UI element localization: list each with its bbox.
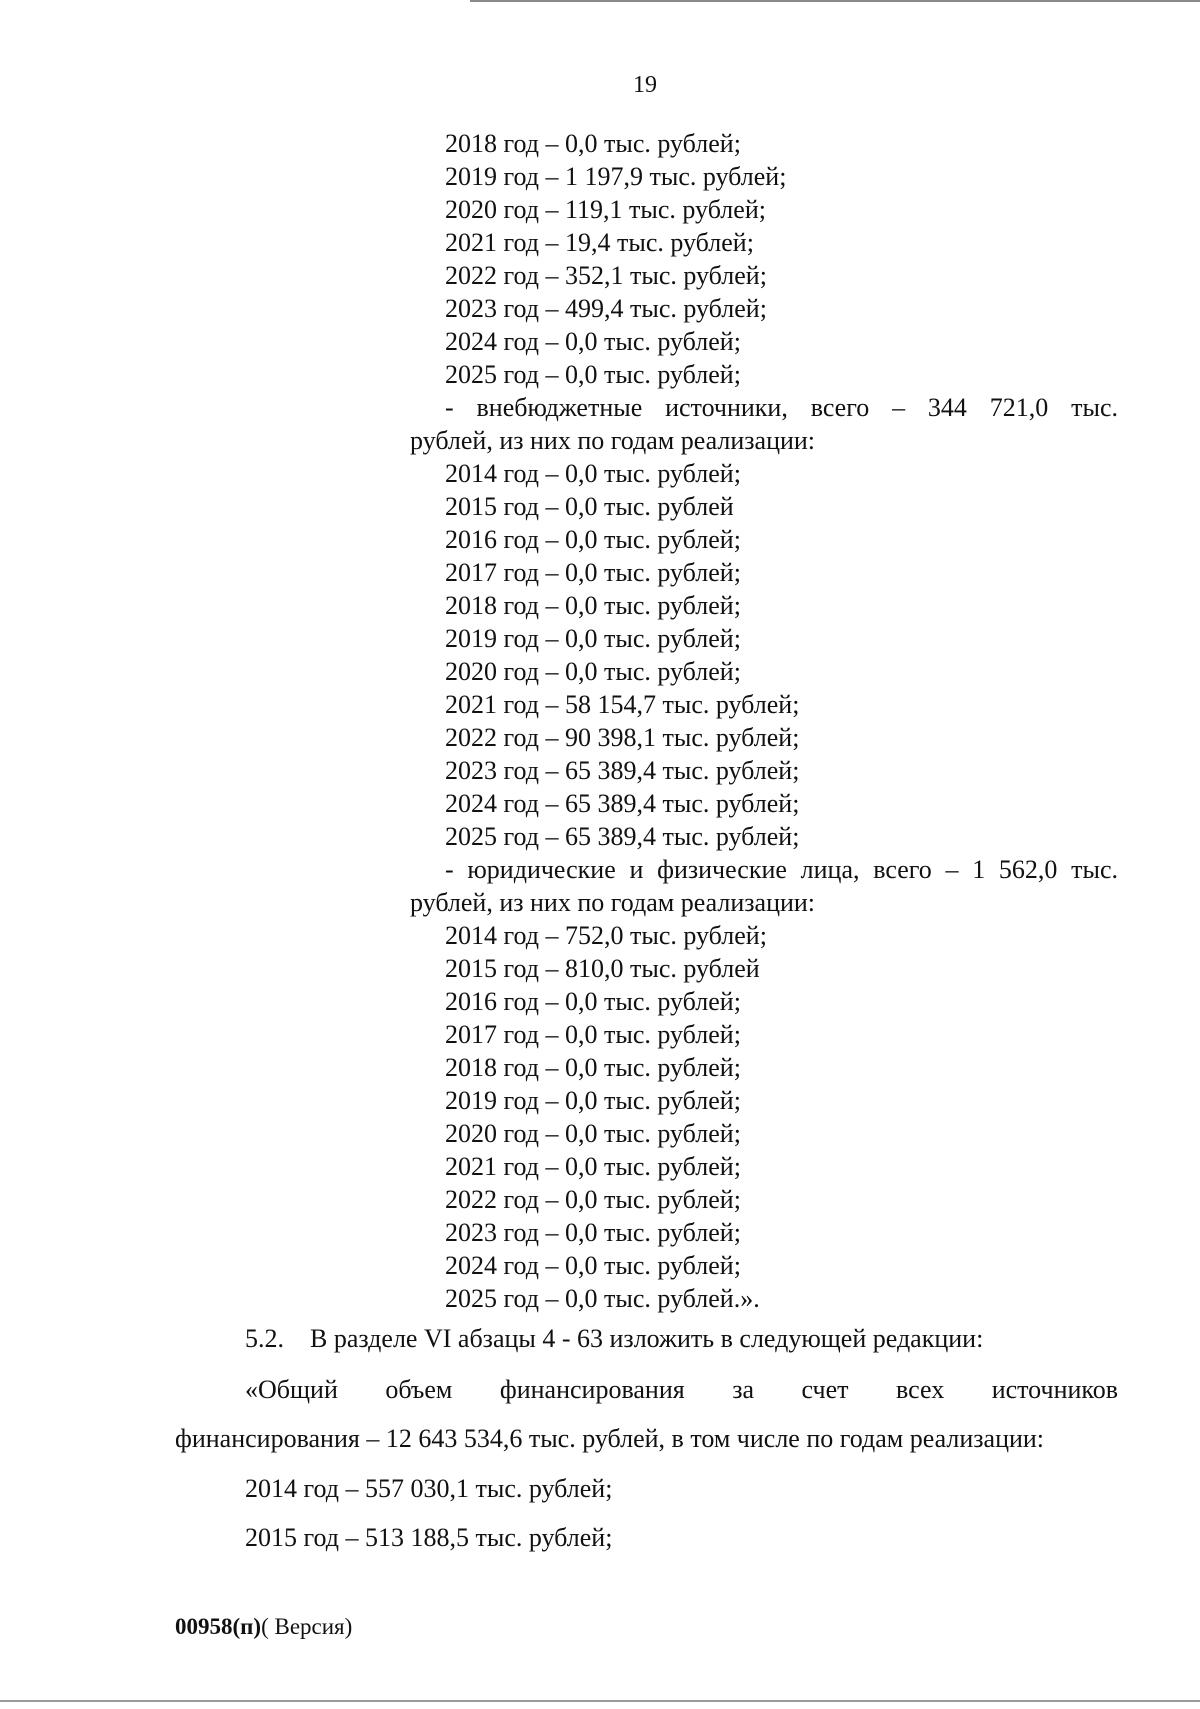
list-item: 2021 год – 58 154,7 тыс. рублей; — [445, 690, 800, 719]
list-item: 2025 год – 0,0 тыс. рублей.». — [445, 1284, 760, 1313]
legal-entities-heading: - юридические и физические лица, всего – 1 562,0 тыс. — [445, 855, 1118, 884]
list-item: 2018 год – 0,0 тыс. рублей; — [445, 1053, 741, 1082]
page-number: 19 — [633, 72, 657, 98]
list-item: 2021 год – 0,0 тыс. рублей; — [445, 1152, 741, 1181]
list-item: 2022 год – 352,1 тыс. рублей; — [445, 261, 767, 290]
list-item: 2023 год – 65 389,4 тыс. рублей; — [445, 756, 800, 785]
extrabudget-heading: - внебюджетные источники, всего – 344 721,0 тыс. — [445, 393, 1118, 422]
list-item: 2021 год – 19,4 тыс. рублей; — [445, 228, 754, 257]
list-item: 2014 год – 557 030,1 тыс. рублей; — [245, 1474, 613, 1503]
list-item: 2023 год – 0,0 тыс. рублей; — [445, 1218, 741, 1247]
scan-edge-top — [470, 0, 1200, 2]
list-item: 2020 год – 119,1 тыс. рублей; — [445, 195, 766, 224]
footer — [175, 1613, 352, 1641]
list-item: 2017 год – 0,0 тыс. рублей; — [445, 558, 741, 587]
section-5-2: 5.2. В разделе VI абзацы 4 - 63 изложить в следующей редакции: — [245, 1324, 984, 1353]
list-item: 2020 год – 0,0 тыс. рублей; — [445, 657, 741, 686]
total-financing-cont: финансирования – 12 643 534,6 тыс. рублей, в том числе по годам реализации: — [175, 1424, 1045, 1453]
list-item: 2018 год – 0,0 тыс. рублей; — [445, 591, 741, 620]
list-item: 2019 год – 1 197,9 тыс. рублей; — [445, 162, 787, 191]
document-code: 00958(п) — [175, 1614, 262, 1639]
total-financing-heading: «Общий объем финансирования за счет всех источников — [245, 1375, 1118, 1404]
list-item: 2023 год – 499,4 тыс. рублей; — [445, 294, 767, 323]
legal-entities-heading-cont: рублей, из них по годам реализации: — [410, 888, 816, 917]
list-item: 2015 год – 513 188,5 тыс. рублей; — [245, 1523, 613, 1552]
list-item: 2015 год – 810,0 тыс. рублей — [445, 954, 760, 983]
list-item: 2025 год – 0,0 тыс. рублей; — [445, 360, 741, 389]
extrabudget-heading-cont: рублей, из них по годам реализации: — [410, 426, 816, 455]
list-item: 2024 год – 0,0 тыс. рублей; — [445, 1251, 741, 1280]
list-item: 2022 год – 90 398,1 тыс. рублей; — [445, 723, 800, 752]
list-item: 2025 год – 65 389,4 тыс. рублей; — [445, 822, 800, 851]
list-item: 2018 год – 0,0 тыс. рублей; — [445, 129, 741, 158]
list-item: 2019 год – 0,0 тыс. рублей; — [445, 624, 741, 653]
list-item: 2015 год – 0,0 тыс. рублей — [445, 492, 734, 521]
list-item: 2022 год – 0,0 тыс. рублей; — [445, 1185, 741, 1214]
document-version: ( Версия) — [261, 1614, 353, 1639]
list-item: 2019 год – 0,0 тыс. рублей; — [445, 1086, 741, 1115]
scan-edge-bottom — [0, 1700, 1200, 1702]
list-item: 2014 год – 0,0 тыс. рублей; — [445, 459, 741, 488]
list-item: 2024 год – 65 389,4 тыс. рублей; — [445, 789, 800, 818]
list-item: 2017 год – 0,0 тыс. рублей; — [445, 1020, 741, 1049]
list-item: 2016 год – 0,0 тыс. рублей; — [445, 987, 741, 1016]
list-item: 2024 год – 0,0 тыс. рублей; — [445, 327, 741, 356]
list-item: 2016 год – 0,0 тыс. рублей; — [445, 525, 741, 554]
list-item: 2014 год – 752,0 тыс. рублей; — [445, 921, 767, 950]
list-item: 2020 год – 0,0 тыс. рублей; — [445, 1119, 741, 1148]
